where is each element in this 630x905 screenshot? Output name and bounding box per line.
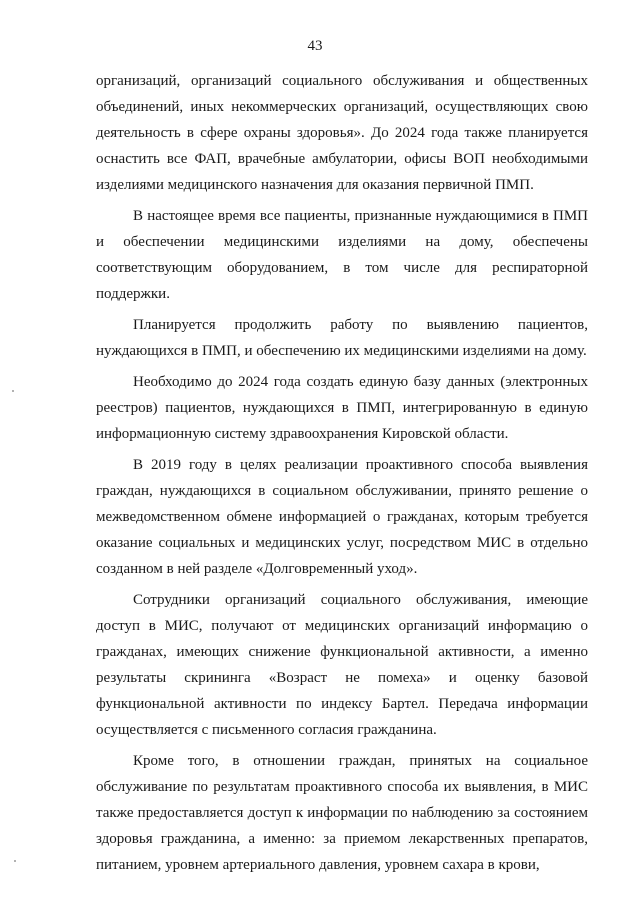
paragraph-5: В 2019 году в целях реализации проактивного способа выявления граждан, нуждающихся в социальном обслуживании, принято решение о межведомственном обмене информацией о гражданах, которым требуется оказание социальных и медицинских услуг, посредством МИС в отдельно созданном в ней разделе «Долговременный уход». [96, 457, 588, 577]
paragraph-7: Кроме того, в отношении граждан, принятых на социальное обслуживание по результатам проактивного способа их выявления, в МИС также предоставляется доступ к информации по наблюдению за состоянием здоровья гражданина, а именно: за приемом лекарственных препаратов, питанием, уровнем артериального давления, уровнем сахара в крови, [96, 753, 588, 873]
paragraph-4: Необходимо до 2024 года создать единую базу данных (электронных реестров) пациентов, нуждающихся в ПМП, интегрированную в единую информационную систему здравоохранения Кировской области. [96, 374, 588, 442]
document-body [96, 68, 588, 883]
page-number: 43 [307, 38, 323, 54]
paragraph-1: организаций, организаций социального обслуживания и общественных объединений, иных некоммерческих организаций, осуществляющих свою деятельность в сфере охраны здоровья». До 2024 года также планируется оснастить все ФАП, врачебные амбулатории, офисы ВОП необходимыми изделиями медицинского назначения для оказания первичной ПМП. [96, 73, 588, 193]
scan-speck [12, 390, 14, 392]
paragraph-2: В настоящее время все пациенты, признанные нуждающимися в ПМП и обеспечении медицинскими изделиями на дому, обеспечены соответствующим оборудованием, в том числе для респираторной поддержки. [96, 208, 588, 302]
paragraph-6: Сотрудники организаций социального обслуживания, имеющие доступ в МИС, получают от медицинских организаций информацию о гражданах, имеющих снижение функциональной активности, а именно результаты скрининга «Возраст не помеха» и оценку базовой функциональной активности по индексу Бартел. Передача информации осуществляется с письменного согласия гражданина. [96, 592, 588, 738]
paragraph-3: Планируется продолжить работу по выявлению пациентов, нуждающихся в ПМП, и обеспечению их медицинскими изделиями на дому. [96, 317, 588, 359]
scan-speck [14, 860, 16, 862]
